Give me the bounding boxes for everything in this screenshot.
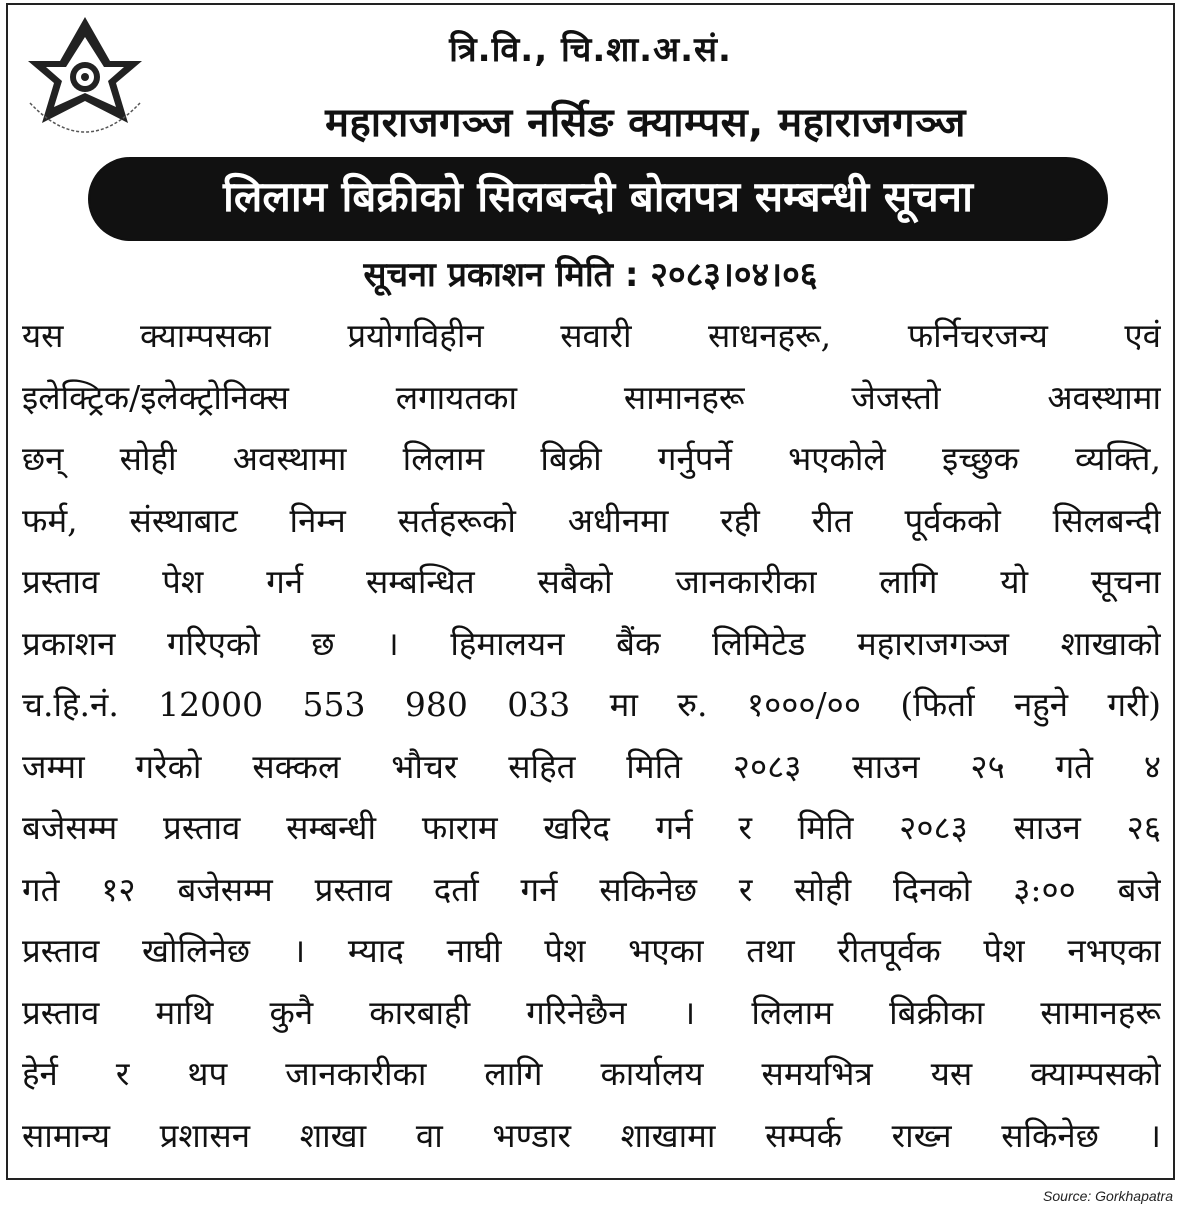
notice-body: [22, 305, 1161, 1166]
body-line: प्रस्ताव खोलिनेछ । म्याद नाघी पेश भएका तथा रीतपूर्वक पेश नभएका: [22, 931, 1161, 970]
body-line: प्रस्ताव पेश गर्न सम्बन्धित सबैको जानकारीका लागि यो सूचना: [22, 562, 1161, 601]
body-line: फर्म, संस्थाबाट निम्न सर्तहरूको अधीनमा रही रीत पूर्वकको सिलबन्दी: [22, 500, 1161, 540]
body-line: छन् सोही अवस्थामा लिलाम बिक्री गर्नुपर्ने भएकोले इच्छुक व्यक्ति,: [22, 439, 1161, 478]
body-line: यस क्याम्पसका प्रयोगविहीन सवारी साधनहरू, फर्निचरजन्य एवं: [22, 316, 1161, 355]
body-line: बजेसम्म प्रस्ताव सम्बन्धी फाराम खरिद गर्न र मिति २०८३ साउन २६: [22, 808, 1161, 847]
body-line: सामान्य प्रशासन शाखा वा भण्डार शाखामा सम्पर्क राख्न सकिनेछ ।: [22, 1115, 1161, 1155]
body-line: जम्मा गरेको सक्कल भौचर सहित मिति २०८३ साउन २५ गते ४: [22, 746, 1161, 786]
body-line: प्रकाशन गरिएको छ । हिमालयन बैंक लिमिटेड महाराजगञ्ज शाखाको: [22, 623, 1161, 663]
notice-frame: [6, 3, 1175, 1180]
body-line: च.हि.नं. 12000 553 980 033 मा रु. १०००/०० (फिर्ता नहुने गरी): [22, 685, 1161, 724]
notice-title-banner: लिलाम बिक्रीको सिलबन्दी बोलपत्र सम्बन्धी सूचना: [90, 159, 1106, 239]
body-line: प्रस्ताव माथि कुनै कारबाही गरिनेछैन । लिलाम बिक्रीका सामानहरू: [22, 992, 1161, 1032]
university-line: त्रि.वि., चि.शा.अ.सं.: [449, 30, 732, 70]
publication-date: सूचना प्रकाशन मिति : २०८३।०४।०६: [363, 255, 818, 295]
source-credit: Source: Gorkhapatra: [1043, 1188, 1173, 1204]
campus-name: महाराजगञ्ज नर्सिङ क्याम्पस, महाराजगञ्ज: [325, 100, 966, 146]
body-line: इलेक्ट्रिक/इलेक्ट्रोनिक्स लगायतका सामानहरू जेजस्तो अवस्थामा: [22, 377, 1161, 417]
body-line: हेर्न र थप जानकारीका लागि कार्यालय समयभित्र यस क्याम्पसको: [22, 1054, 1161, 1093]
body-line: गते १२ बजेसम्म प्रस्ताव दर्ता गर्न सकिनेछ र सोही दिनको ३:०० बजे: [22, 869, 1161, 909]
